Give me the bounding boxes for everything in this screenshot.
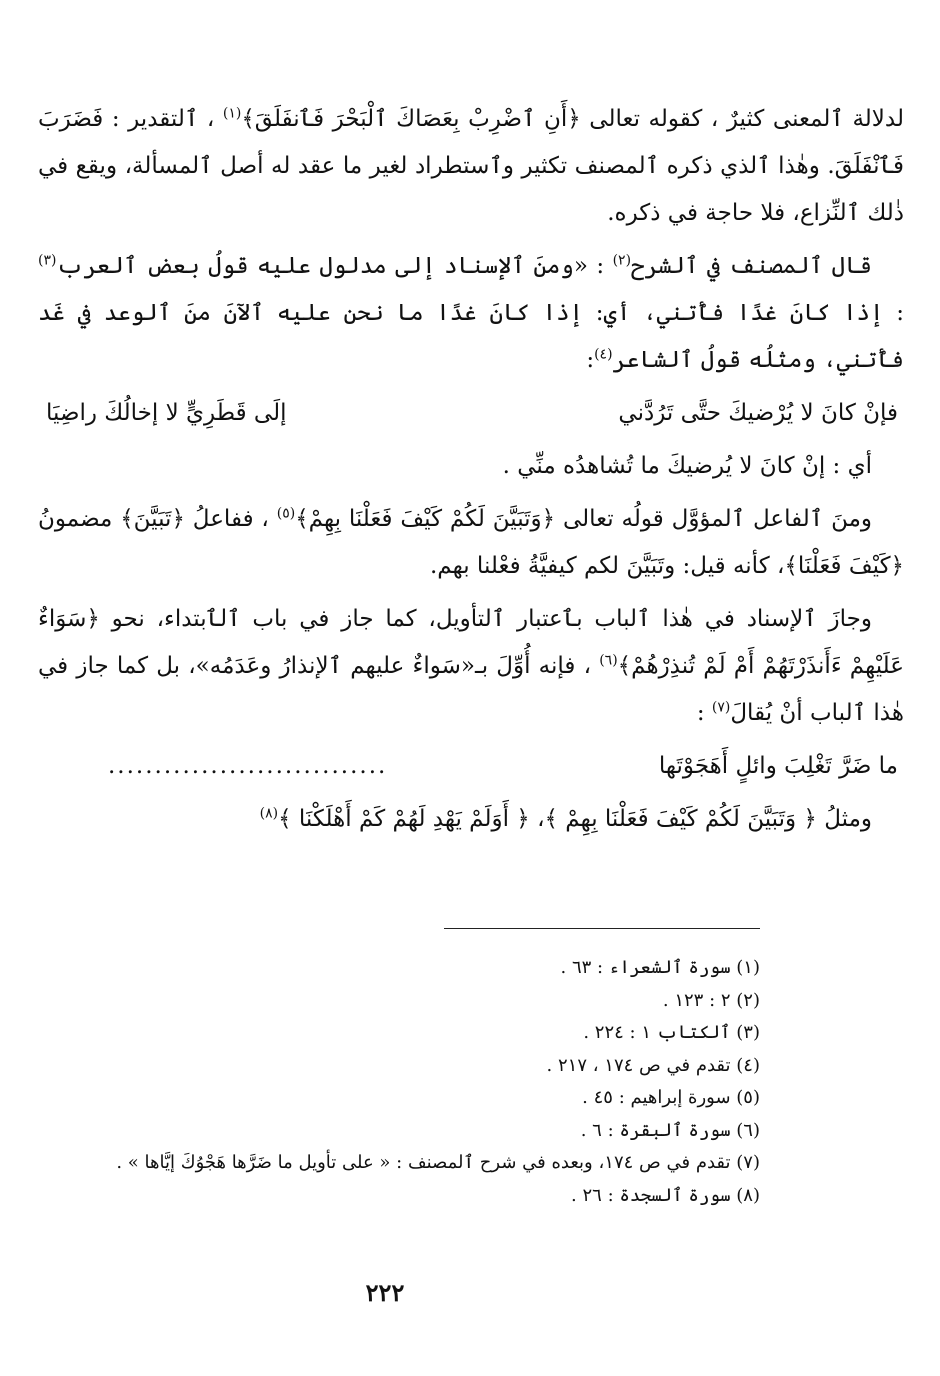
paragraph-5-cont: ، فإنه أُوِّلَ بـ«سَواءٌ عليهم ٱلإنذارُ وعَدَمُه»، بل كما جاز في هٰذا ٱلباب أنْ يُقالَ [38, 653, 904, 726]
paragraph-1 [38, 96, 904, 237]
paragraph-6 [38, 796, 904, 843]
paragraph-2 [38, 243, 904, 384]
footnote-ref-1: (١) [222, 105, 242, 122]
paragraph-4-text: ومنَ ٱلفاعل ٱلمؤوَّل قولُه تعالى ﴿وَتَبَيَّنَ لَكُمْ كَيْفَ فَعَلْنَا بِهِمْ﴾ [295, 506, 872, 532]
footnote-ref-8: (٨) [259, 805, 279, 822]
verse-1-first-hemistich: فإنْ كانَ لا يُرْضيكَ حتَّى تَرُدَّني [618, 400, 898, 426]
footnote-2: (٢) ٢ : ١٢٣ . [662, 989, 760, 1011]
paragraph-3-text: أي : إنْ كانَ لا يُرضيكَ ما تُشاهدُه منِّي . [502, 453, 872, 479]
footnote-8: (٨) سورة ٱلسجدة : ٢٦ . [571, 1184, 760, 1206]
footnotes [100, 952, 760, 1212]
footnote-ref-4: (٤) [594, 346, 613, 363]
verse-2-first-hemistich: ما ضَرَّ تَغْلِبَ وائلٍ أَهَجَوْتَها [658, 753, 898, 779]
paragraph-5-text: وجازَ ٱلإسناد في هٰذا ٱلباب بٱعتبار ٱلتأويل، كما جاز في باب ٱلٱبتداء، نحو ﴿سَوَاءٌ عَلَيْهِمْ ءَأَنذَرْتَهُمْ أَمْ لَمْ تُنذِرْهُمْ﴾ [38, 606, 904, 679]
poem-verse-1 [38, 390, 904, 437]
footnote-divider [444, 928, 760, 929]
footnote-ref-7: (٧) [711, 699, 731, 716]
footnote-ref-5: (٥) [276, 505, 296, 522]
paragraph-4 [38, 496, 904, 590]
paragraph-5-end: : [696, 700, 705, 726]
paragraph-5 [38, 596, 904, 737]
poem-verse-2 [38, 743, 904, 790]
footnote-ref-6: (٦) [599, 652, 618, 669]
footnote-ref-2: (٢) [612, 252, 632, 269]
footnote-7: (٧) تقدم في ص ١٧٤، وبعده في شرح ٱلمصنف : « على تأويل ما ضَرَّها هَجْوُكَ إيَّاها » . [116, 1152, 760, 1173]
footnote-6: (٦) سورة ٱلبقرة : ٦ . [580, 1119, 760, 1141]
paragraph-2-end: : [586, 347, 595, 373]
footnote-1: (١) سورة ٱلشعراء : ٦٣ . [560, 957, 760, 978]
paragraph-2-cont: : إذا كانَ غدًا فأْتني، أي: إذا كانَ غدًا ما نحن عليه ٱلآنَ منَ ٱلوعد في غَد فأْتني، ومثلُه قولُ ٱلشاعر [38, 300, 904, 373]
main-text [38, 96, 904, 849]
footnote-5: (٥) سورة إبراهيم : ٤٥ . [582, 1087, 760, 1108]
verse-1-second-hemistich: إلَى قَطَرِيٍّ لا إخالُكَ راضِيَا [46, 400, 287, 426]
paragraph-4-rest: ، ففاعلُ ﴿تَبَيَّنَ﴾ مضمونُ ﴿كَيْفَ فَعَلْنَا﴾، كأنه قيل: وتَبَيَّنَ لكم كيفيَّةُ فعْلنا بهم. [38, 506, 904, 579]
paragraph-2-text: قال ٱلمصنف في ٱلشرح [631, 253, 873, 279]
paragraph-2-quote: : «ومنَ ٱلإسناد إلى مدلول عليه قولُ بعض ٱلعرب [56, 253, 605, 279]
footnote-3: (٣) ٱلكتاب ١ : ٢٢٤ . [583, 1022, 760, 1043]
paragraph-3 [38, 443, 904, 490]
footnote-4: (٤) تقدم في ص ١٧٤ ، ٢١٧ . [546, 1054, 760, 1076]
verse-2-ellipsis: .............................. [108, 753, 388, 779]
paragraph-1-text: لدلالة ٱلمعنى كثيرٌ ، كقوله تعالى ﴿أَنِ ٱضْرِبْ بِعَصَاكَ ٱلْبَحْرَ فَٱنفَلَقَ﴾ [241, 106, 904, 132]
paragraph-1-rest: ، ٱلتقدير : فَضَرَبَ فَٱنْفَلَقَ. وهٰذا ٱلذي ذكره ٱلمصنف تكثير وٱستطراد لغير ما عقد له أصل ٱلمسألة، ويقع في ذٰلك ٱلنِّزاع، فلا حاجة في ذكره. [38, 106, 904, 226]
paragraph-6-text: ومثلُ ﴿ وَتَبَيَّنَ لَكُمْ كَيْفَ فَعَلْنَا بِهِمْ ﴾، ﴿ أَوَلَمْ يَهْدِ لَهُمْ كَمْ أَهْلَكْنَا ﴾ [278, 806, 872, 832]
page-number: ٢٢٢ [365, 1278, 405, 1307]
footnote-ref-3: (٣) [38, 252, 57, 269]
